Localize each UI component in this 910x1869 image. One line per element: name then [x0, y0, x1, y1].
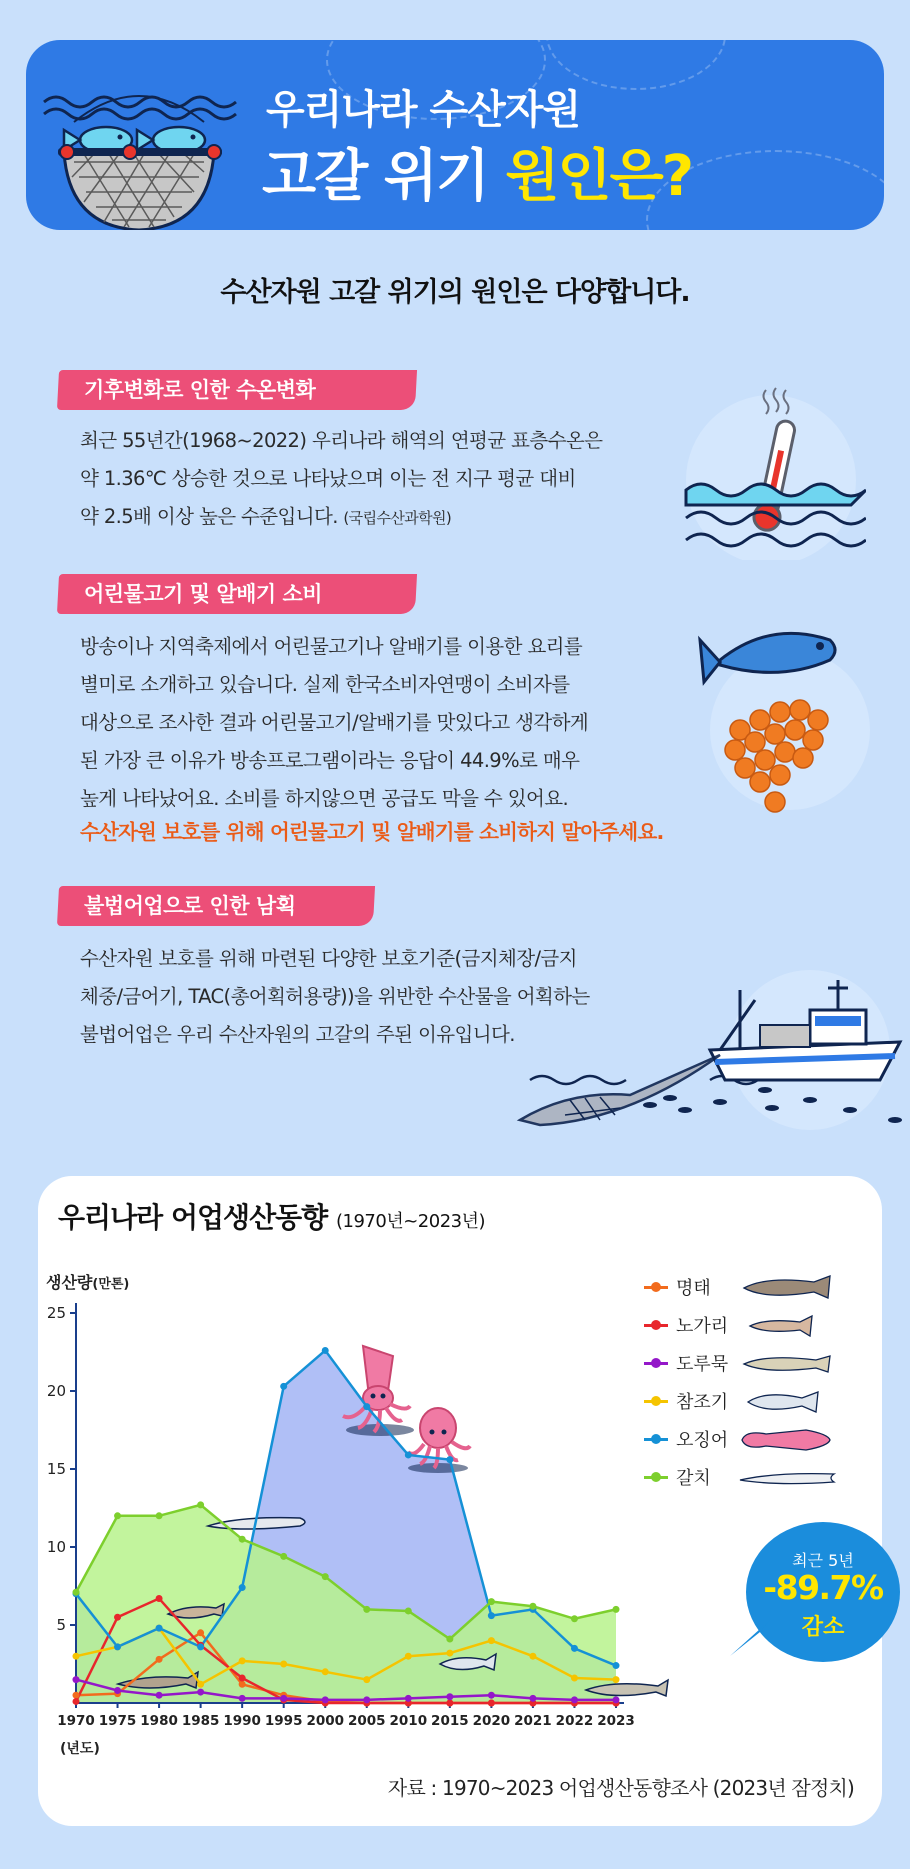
legend-species-icon: [736, 1272, 836, 1302]
data-point-도루묵: [114, 1687, 121, 1694]
data-point-명태: [239, 1681, 246, 1688]
section-text-juvenile: 방송이나 지역축제에서 어린물고기나 알배기를 이용한 요리를 별미로 소개하고 있습니다. 실제 한국소비자연맹이 소비자를 대상으로 조사한 결과 어린물고기/알배기를 맛있다고 생각하게 된 가장 큰 이유가 방송프로그램이라는 응답이 44.9%로 매우 높게 나타났어요. 소비를 하지않으면 공급도 막을 수 있어요.: [80, 635, 589, 810]
legend-item: [644, 1306, 836, 1344]
data-point-노가리: [239, 1675, 246, 1682]
data-point-갈치: [239, 1536, 246, 1543]
y-tick-label: 15: [46, 1460, 66, 1478]
data-point-갈치: [488, 1598, 495, 1605]
data-point-노가리: [73, 1698, 80, 1705]
data-point-오징어: [363, 1403, 370, 1410]
legend-species-icon: [736, 1462, 836, 1492]
chart-card: [38, 1176, 882, 1826]
legend-swatch: [644, 1400, 668, 1403]
data-point-갈치: [363, 1606, 370, 1613]
x-tick-label: 2023: [597, 1713, 635, 1729]
legend-species-icon: [736, 1348, 836, 1378]
chart-title: 우리나라 어업생산동향 (1970년~2023년): [58, 1201, 486, 1234]
x-axis-unit: (년도): [60, 1741, 100, 1757]
data-point-참조기: [488, 1637, 495, 1644]
badge-decrease: 감소: [801, 1615, 845, 1640]
badge-pointer: [730, 1620, 780, 1660]
data-point-노가리: [114, 1614, 121, 1621]
badge-period: 최근 5년: [792, 1551, 854, 1570]
x-tick-label: 2022: [555, 1713, 594, 1729]
section-text-climate: 최근 55년간(1968~2022) 우리나라 해역의 연평균 표층수온은 약 1.36℃ 상승한 것으로 나타났으며 이는 전 지구 평균 대비 약 2.5배 이상 높은 수준입니다. (국립수산과학원): [80, 429, 603, 528]
chart-legend: [644, 1268, 874, 1508]
x-tick-label: 1975: [98, 1713, 137, 1729]
section-heading-illegal: 불법어업으로 인한 남획: [57, 886, 375, 926]
section-heading-climate: 기후변화로 인한 수온변화: [57, 370, 417, 410]
x-tick-label: 1970: [57, 1713, 95, 1729]
data-point-참조기: [363, 1676, 370, 1683]
data-point-도루묵: [529, 1695, 536, 1702]
x-tick-label: 1995: [264, 1713, 303, 1729]
data-point-명태: [197, 1629, 204, 1636]
y-axis-label: 생산량(만톤): [46, 1273, 130, 1292]
y-tick-label: 10: [46, 1538, 66, 1556]
data-point-갈치: [156, 1512, 163, 1519]
data-point-참조기: [613, 1676, 620, 1683]
data-point-참조기: [322, 1668, 329, 1675]
data-point-도루묵: [322, 1696, 329, 1703]
data-point-갈치: [197, 1501, 204, 1508]
data-point-오징어: [446, 1456, 453, 1463]
data-point-오징어: [322, 1347, 329, 1354]
data-point-도루묵: [156, 1692, 163, 1699]
x-tick-label: 1980: [140, 1713, 178, 1729]
x-tick-label: 2021: [514, 1713, 552, 1729]
data-point-오징어: [114, 1643, 121, 1650]
data-point-도루묵: [446, 1693, 453, 1700]
legend-swatch: [644, 1476, 668, 1479]
title-line-1: 우리나라 수산자원: [266, 87, 581, 133]
data-point-오징어: [571, 1645, 578, 1652]
y-tick-label: 25: [46, 1304, 66, 1322]
warning-text: 수산자원 보호를 위해 어린물고기 및 알배기를 소비하지 말아주세요.: [80, 820, 664, 844]
data-point-갈치: [405, 1607, 412, 1614]
data-point-참조기: [73, 1653, 80, 1660]
data-point-갈치: [613, 1606, 620, 1613]
data-point-갈치: [446, 1636, 453, 1643]
y-tick-label: 5: [56, 1616, 66, 1634]
data-point-오징어: [613, 1662, 620, 1669]
data-point-참조기: [571, 1675, 578, 1682]
data-point-도루묵: [405, 1695, 412, 1702]
title-line-2-part-a: 고갈 위기: [262, 144, 506, 209]
page-subtitle: 수산자원 고갈 위기의 원인은 다양합니다.: [220, 277, 690, 308]
data-point-도루묵: [613, 1696, 620, 1703]
data-point-노가리: [446, 1700, 453, 1707]
y-tick-label: 20: [46, 1382, 66, 1400]
x-tick-label: 2020: [472, 1713, 511, 1729]
section-heading-juvenile: 어린물고기 및 알배기 소비: [57, 574, 417, 614]
legend-label: 노가리: [676, 1316, 729, 1337]
section-text-illegal: 수산자원 보호를 위해 마련된 다양한 보호기준(금지체장/금지 체중/금어기, TAC(총어획허용량))을 위반한 수산물을 어획하는 불법어업은 우리 수산자원의 고갈의 주된 이유입니다.: [80, 947, 590, 1046]
thermometer-waves-illustration: [676, 380, 866, 560]
x-tick-label: 1990: [223, 1713, 261, 1729]
legend-label: 갈치: [676, 1468, 711, 1489]
legend-item: [644, 1382, 836, 1420]
data-point-도루묵: [488, 1692, 495, 1699]
legend-item: [644, 1268, 836, 1306]
fish-and-roe-illustration: [690, 620, 880, 820]
data-point-오징어: [239, 1584, 246, 1591]
data-point-갈치: [322, 1573, 329, 1580]
legend-species-icon: [736, 1310, 836, 1340]
data-point-도루묵: [363, 1696, 370, 1703]
legend-item: [644, 1458, 836, 1496]
x-tick-label: 2005: [347, 1713, 386, 1729]
legend-swatch: [644, 1362, 668, 1365]
data-point-오징어: [156, 1625, 163, 1632]
data-point-명태: [156, 1656, 163, 1663]
source-note: (국립수산과학원): [343, 509, 452, 527]
chart-title-range: (1970년~2023년): [335, 1211, 486, 1232]
data-point-참조기: [529, 1653, 536, 1660]
legend-swatch: [644, 1438, 668, 1441]
data-point-도루묵: [571, 1696, 578, 1703]
x-tick-label: 1985: [181, 1713, 220, 1729]
data-point-참조기: [405, 1653, 412, 1660]
title-line-2: [262, 132, 692, 212]
chart-source: 자료 : 1970~2023 어업생산동향조사 (2023년 잠정치): [387, 1776, 854, 1800]
legend-label: 명태: [676, 1278, 711, 1299]
data-point-도루묵: [73, 1676, 80, 1683]
legend-species-icon: [736, 1386, 836, 1416]
legend-item: [644, 1344, 836, 1382]
data-point-갈치: [73, 1589, 80, 1596]
data-point-참조기: [239, 1657, 246, 1664]
data-point-도루묵: [239, 1695, 246, 1702]
data-point-도루묵: [280, 1695, 287, 1702]
x-tick-label: 2000: [306, 1713, 345, 1729]
data-point-참조기: [280, 1661, 287, 1668]
x-tick-label: 2015: [431, 1713, 469, 1729]
data-point-오징어: [488, 1612, 495, 1619]
legend-swatch: [644, 1286, 668, 1289]
data-point-갈치: [114, 1512, 121, 1519]
legend-item: [644, 1420, 836, 1458]
data-point-도루묵: [197, 1689, 204, 1696]
data-point-오징어: [197, 1643, 204, 1650]
title-highlight: 원인은?: [505, 144, 693, 209]
legend-swatch: [644, 1324, 668, 1327]
data-point-노가리: [488, 1700, 495, 1707]
data-point-노가리: [156, 1595, 163, 1602]
legend-species-icon: [736, 1424, 836, 1454]
data-point-참조기: [197, 1681, 204, 1688]
data-point-갈치: [280, 1553, 287, 1560]
fishing-boat-illustration: [510, 970, 910, 1170]
fish-net-basket-illustration: [34, 62, 244, 230]
legend-label: 도루묵: [676, 1354, 729, 1375]
data-point-명태: [73, 1692, 80, 1699]
header-banner: [26, 40, 884, 230]
data-point-오징어: [405, 1451, 412, 1458]
data-point-갈치: [571, 1615, 578, 1622]
badge-percent: -89.7%: [763, 1568, 883, 1607]
x-tick-label: 2010: [389, 1713, 428, 1729]
legend-label: 오징어: [676, 1430, 729, 1451]
data-point-갈치: [529, 1603, 536, 1610]
legend-label: 참조기: [676, 1392, 729, 1413]
data-point-참조기: [446, 1650, 453, 1657]
data-point-오징어: [280, 1383, 287, 1390]
